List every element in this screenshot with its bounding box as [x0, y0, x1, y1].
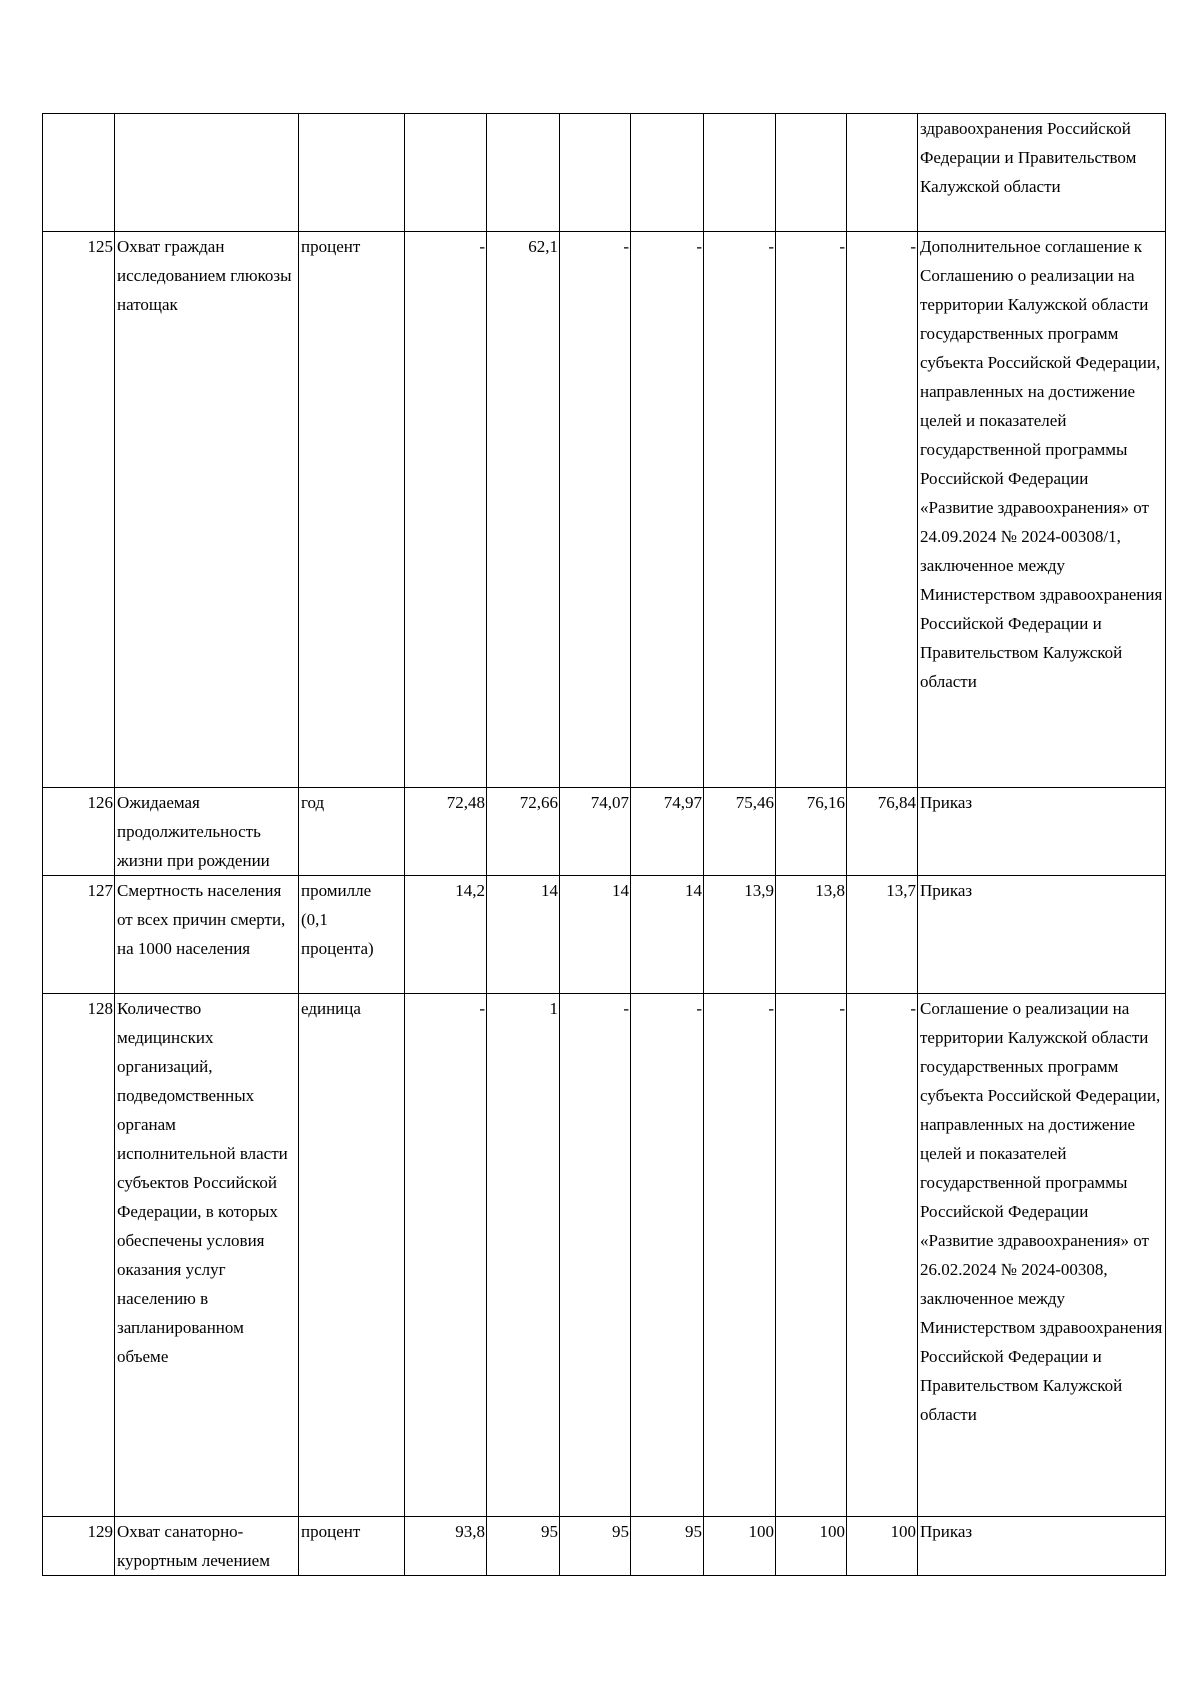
- value-cell: [405, 114, 487, 232]
- source-cell: Приказ: [918, 1517, 1166, 1576]
- value-cell: 74,07: [560, 788, 631, 876]
- unit-cell: промилле (0,1 процента): [299, 876, 405, 994]
- indicator-name-cell: Охват санаторно-курортным лечением: [115, 1517, 299, 1576]
- source-cell: здравоохранения Российской Федерации и Правительством Калужской области: [918, 114, 1166, 232]
- value-cell: [560, 114, 631, 232]
- value-cell: -: [704, 232, 776, 788]
- value-cell: 62,1: [487, 232, 560, 788]
- value-cell: 100: [847, 1517, 918, 1576]
- value-cell: 100: [704, 1517, 776, 1576]
- value-cell: 76,16: [776, 788, 847, 876]
- table-row: [43, 788, 1166, 876]
- value-cell: -: [631, 232, 704, 788]
- unit-cell: процент: [299, 1517, 405, 1576]
- value-cell: 14: [631, 876, 704, 994]
- value-cell: -: [776, 232, 847, 788]
- value-cell: 72,66: [487, 788, 560, 876]
- table-row: [43, 994, 1166, 1517]
- value-cell: 76,84: [847, 788, 918, 876]
- indicators-table: [42, 113, 1166, 1576]
- value-cell: -: [560, 994, 631, 1517]
- table-row: [43, 232, 1166, 788]
- value-cell: 14: [487, 876, 560, 994]
- value-cell: 75,46: [704, 788, 776, 876]
- row-number-cell: [43, 114, 115, 232]
- indicator-name-cell: Ожидаемая продолжительность жизни при рождении: [115, 788, 299, 876]
- row-number-cell: 127: [43, 876, 115, 994]
- unit-cell: единица: [299, 994, 405, 1517]
- value-cell: [631, 114, 704, 232]
- value-cell: [704, 114, 776, 232]
- value-cell: -: [631, 994, 704, 1517]
- value-cell: [487, 114, 560, 232]
- row-number-cell: 128: [43, 994, 115, 1517]
- value-cell: 95: [487, 1517, 560, 1576]
- unit-cell: год: [299, 788, 405, 876]
- value-cell: 95: [631, 1517, 704, 1576]
- table-row: [43, 114, 1166, 232]
- source-cell: Соглашение о реализации на территории Калужской области государственных программ субъекта Российской Федерации, направленных на достижение целей и показателей государственной программы Российской Федерации «Развитие здравоохранения» от 26.02.2024 № 2024-00308, заключенное между Министерством здравоохранения Российской Федерации и Правительством Калужской области: [918, 994, 1166, 1517]
- source-cell: Приказ: [918, 876, 1166, 994]
- value-cell: 95: [560, 1517, 631, 1576]
- value-cell: -: [847, 994, 918, 1517]
- value-cell: -: [405, 994, 487, 1517]
- table-row: [43, 876, 1166, 994]
- value-cell: -: [560, 232, 631, 788]
- value-cell: -: [704, 994, 776, 1517]
- value-cell: 14,2: [405, 876, 487, 994]
- row-number-cell: 126: [43, 788, 115, 876]
- unit-cell: процент: [299, 232, 405, 788]
- row-number-cell: 125: [43, 232, 115, 788]
- unit-cell: [299, 114, 405, 232]
- value-cell: [776, 114, 847, 232]
- source-cell: Дополнительное соглашение к Соглашению о реализации на территории Калужской области государственных программ субъекта Российской Федерации, направленных на достижение целей и показателей государственной программы Российской Федерации «Развитие здравоохранения» от 24.09.2024 № 2024-00308/1, заключенное между Министерством здравоохранения Российской Федерации и Правительством Калужской области: [918, 232, 1166, 788]
- indicator-name-cell: [115, 114, 299, 232]
- value-cell: 1: [487, 994, 560, 1517]
- indicator-name-cell: Смертность населения от всех причин смерти, на 1000 населения: [115, 876, 299, 994]
- indicator-name-cell: Охват граждан исследованием глюкозы натощак: [115, 232, 299, 788]
- value-cell: 13,9: [704, 876, 776, 994]
- value-cell: [847, 114, 918, 232]
- value-cell: 14: [560, 876, 631, 994]
- value-cell: 13,7: [847, 876, 918, 994]
- value-cell: -: [776, 994, 847, 1517]
- row-number-cell: 129: [43, 1517, 115, 1576]
- value-cell: 93,8: [405, 1517, 487, 1576]
- value-cell: 100: [776, 1517, 847, 1576]
- value-cell: 74,97: [631, 788, 704, 876]
- value-cell: -: [847, 232, 918, 788]
- value-cell: -: [405, 232, 487, 788]
- value-cell: 13,8: [776, 876, 847, 994]
- source-cell: Приказ: [918, 788, 1166, 876]
- value-cell: 72,48: [405, 788, 487, 876]
- table-row: [43, 1517, 1166, 1576]
- indicator-name-cell: Количество медицинских организаций, подведомственных органам исполнительной власти субъектов Российской Федерации, в которых обеспечены условия оказания услуг населению в запланированном объеме: [115, 994, 299, 1517]
